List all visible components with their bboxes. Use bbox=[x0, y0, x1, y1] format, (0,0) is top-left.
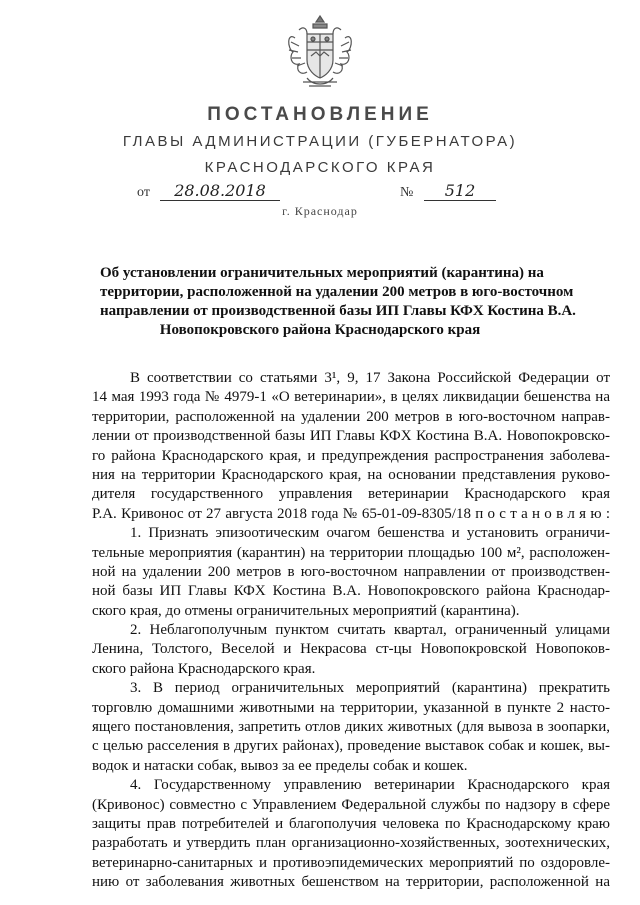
body-line: с целью расселения в других районах), проведение выставок собак и кошек, вы- bbox=[92, 738, 610, 755]
body-line: дителя государственного управления ветеринарии Краснодарского края bbox=[92, 486, 610, 503]
body-line: го района Краснодарского края, и предупреждения распространения заболева- bbox=[92, 447, 610, 464]
coat-of-arms-emblem bbox=[285, 12, 355, 94]
region-heading: КРАСНОДАРСКОГО КРАЯ bbox=[204, 159, 436, 176]
body-line: 1. Признать эпизоотическим очагом бешенства и установить ограничи- bbox=[130, 525, 610, 542]
date-prefix: от bbox=[137, 185, 150, 200]
number-prefix: № bbox=[400, 185, 414, 200]
body-line: ной на удалении 200 метров в юго-восточном направлении от производствен- bbox=[92, 563, 610, 580]
body-line: (Кривонос) совместно с Управлением Федеральной службы по надзору в сфере bbox=[92, 796, 610, 813]
body-line: территории, расположенной на удалении 200 метров в юго-восточном направ- bbox=[92, 408, 610, 425]
document-number: 512 bbox=[424, 181, 496, 201]
body-line: В соответствии со статьями 3¹, 9, 17 Закона Российской Федерации от bbox=[130, 370, 610, 386]
body-line: защиты прав потребителей и благополучия человека по Краснодарскому краю bbox=[92, 815, 610, 832]
body-line: ского края, до отмены ограничительных мероприятий (карантина). bbox=[92, 602, 520, 619]
body-line: ящего постановления, запретить отлов диких животных (для вывоза в зоопарки, bbox=[92, 719, 610, 736]
body-line: тельные мероприятия (карантин) на территории площадью 100 м², расположен- bbox=[92, 544, 610, 561]
body-line: водок и натаски собак, вывоз за ее пределы собак и кошек. bbox=[92, 757, 468, 774]
body-line: торговлю домашними животными на территории, указанной в пункте 2 насто- bbox=[92, 699, 610, 716]
title-line: Новопокровского района Краснодарского края bbox=[159, 322, 481, 338]
body-line: нию от заболевания животных бешенством на территории, расположенной на bbox=[92, 874, 610, 891]
body-line: 3. В период ограничительных мероприятий (карантина) прекратить bbox=[130, 680, 610, 697]
body-line: ния на территории Краснодарского края, на основании представления руково- bbox=[92, 466, 610, 483]
document-title bbox=[100, 264, 576, 340]
body-line: 14 мая 1993 года № 4979-1 «О ветеринарии», в целях ликвидации бешенства на bbox=[92, 389, 610, 406]
document-body bbox=[92, 369, 610, 893]
body-line: ной базы ИП Главы КФХ Костина В.А. Новопокровского района Краснодар- bbox=[92, 583, 610, 600]
body-line: Ленина, Толстого, Веселой и Некрасова ст-цы Новопокровской Новопоков- bbox=[92, 641, 610, 658]
body-line: лении от производственной базы ИП Главы КФХ Костина В.А. Новопокровско- bbox=[92, 428, 610, 445]
body-line: ветеринарно-санитарных и противоэпидемических мероприятий по оздоровле- bbox=[92, 854, 610, 871]
body-line: Р.А. Кривонос от 27 августа 2018 года № 65-01-09-8305/18 п о с т а н о в л я ю : bbox=[92, 505, 610, 522]
title-line: Об установлении ограничительных мероприятий (карантина) на bbox=[100, 265, 544, 281]
title-line: направлении от производственной базы ИП Главы КФХ Костина В.А. bbox=[100, 303, 576, 319]
body-line: разработать и утвердить план организационно-хозяйственных, зоотехнических, bbox=[92, 835, 610, 852]
body-line: ского района Краснодарского края. bbox=[92, 660, 316, 677]
document-type-heading: ПОСТАНОВЛЕНИЕ bbox=[207, 104, 433, 125]
city-label: г. Краснодар bbox=[282, 204, 358, 218]
title-line: территории, расположенной на удалении 200 метров в юго-восточном bbox=[100, 284, 574, 300]
issuer-heading: ГЛАВЫ АДМИНИСТРАЦИИ (ГУБЕРНАТОРА) bbox=[122, 133, 518, 150]
document-date: 28.08.2018 bbox=[160, 181, 280, 201]
body-line: 4. Государственному управлению ветеринарии Краснодарского края bbox=[130, 777, 610, 794]
body-line: 2. Неблагополучным пунктом считать квартал, ограниченный улицами bbox=[130, 622, 610, 639]
